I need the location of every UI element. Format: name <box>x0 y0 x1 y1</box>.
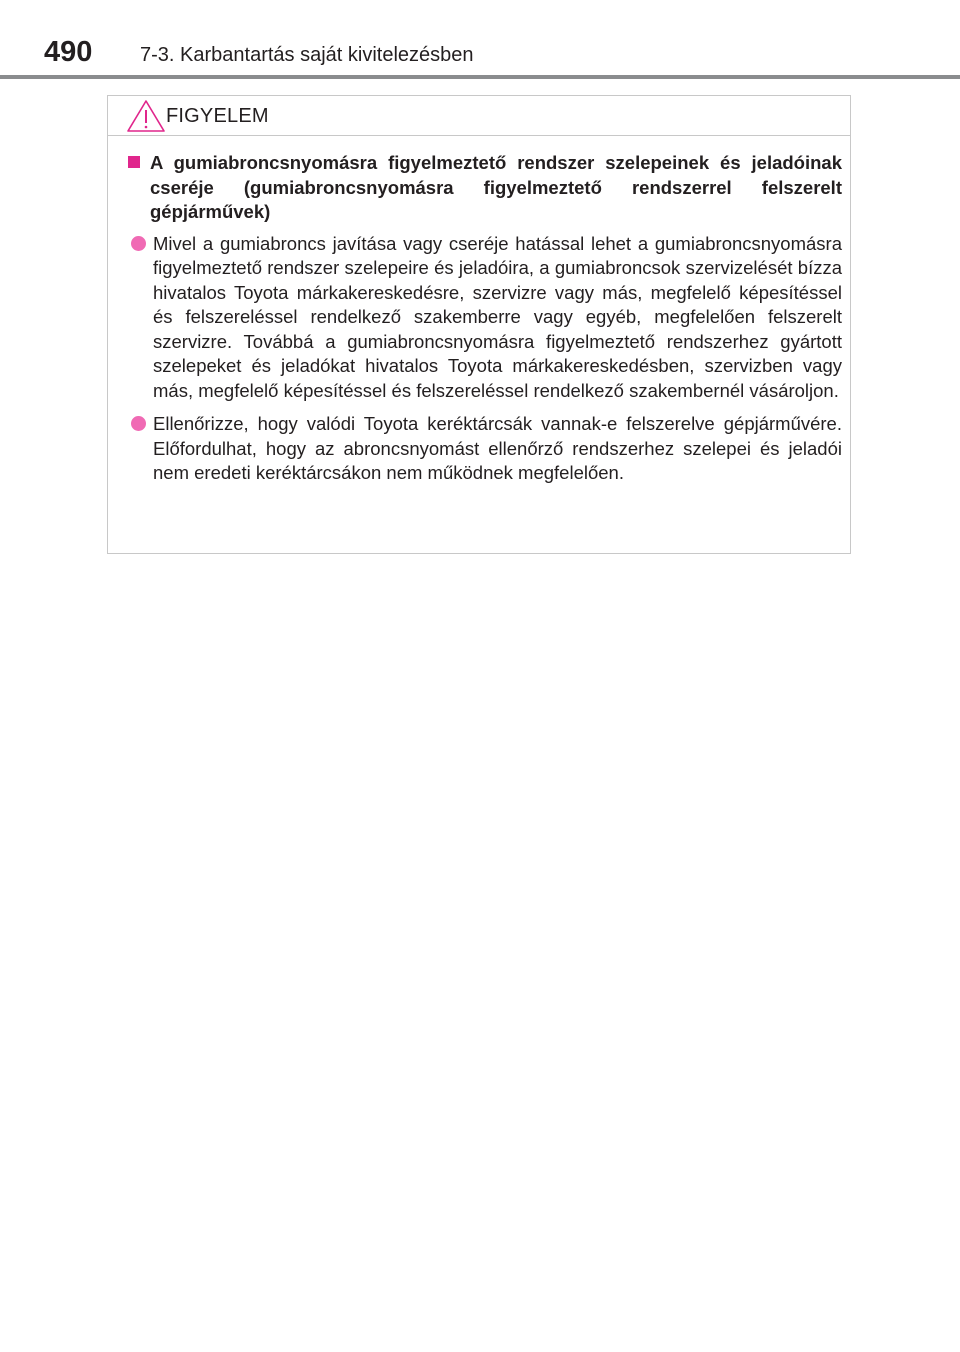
circle-bullet-icon <box>131 236 146 251</box>
list-item-text: Mivel a gumiabroncs javítása vagy cseréje hatással lehet a gumiabroncsnyomásra figyelmeztető rendszer szelepeire és jeladóira, a gumiabroncsok szervizelését bízza hivatalos Toyota márkakereskedésre, szervizre vagy más, megfelelő képesítéssel és felszereléssel rendelkező szakemberre vagy egyéb, megfelelően felszerelt szervizre. Továbbá a gumiabroncsnyomásra figyelmeztető rendszerhez gyártott szelepeket és jeladókat hivatalos Toyota márkakereskedésben, szervizben vagy más, megfelelő képesítéssel és felszereléssel rendelkező szakembernél vásároljon. <box>153 232 842 401</box>
warning-box <box>107 95 851 554</box>
warning-body <box>126 151 842 486</box>
page-number: 490 <box>44 36 93 68</box>
list-item-text: Ellenőrizze, hogy valódi Toyota keréktárcsák vannak-e felszerelve gépjárművére. Előfordulhat, hogy az abroncsnyomást ellenőrző rendszerhez szelepei és jeladói nem eredeti keréktárcsákon nem működnek megfelelően. <box>153 413 842 483</box>
section-title: 7-3. Karbantartás saját kivitelezésben <box>140 44 474 66</box>
warning-subheading <box>126 151 842 225</box>
warning-header <box>108 96 850 136</box>
page-header <box>0 0 960 80</box>
circle-bullet-icon <box>131 416 146 431</box>
square-bullet-icon <box>128 156 140 168</box>
header-rule <box>0 75 960 79</box>
warning-triangle-icon <box>126 99 166 133</box>
warning-label: FIGYELEM <box>166 105 269 127</box>
list-item <box>126 412 842 486</box>
list-item <box>126 232 842 404</box>
warning-subheading-text: A gumiabroncsnyomásra figyelmeztető rendszer szelepeinek és jeladóinak cseréje (gumiabroncsnyomásra figyelmeztető rendszerrel felszerelt gépjárművek) <box>150 152 842 222</box>
